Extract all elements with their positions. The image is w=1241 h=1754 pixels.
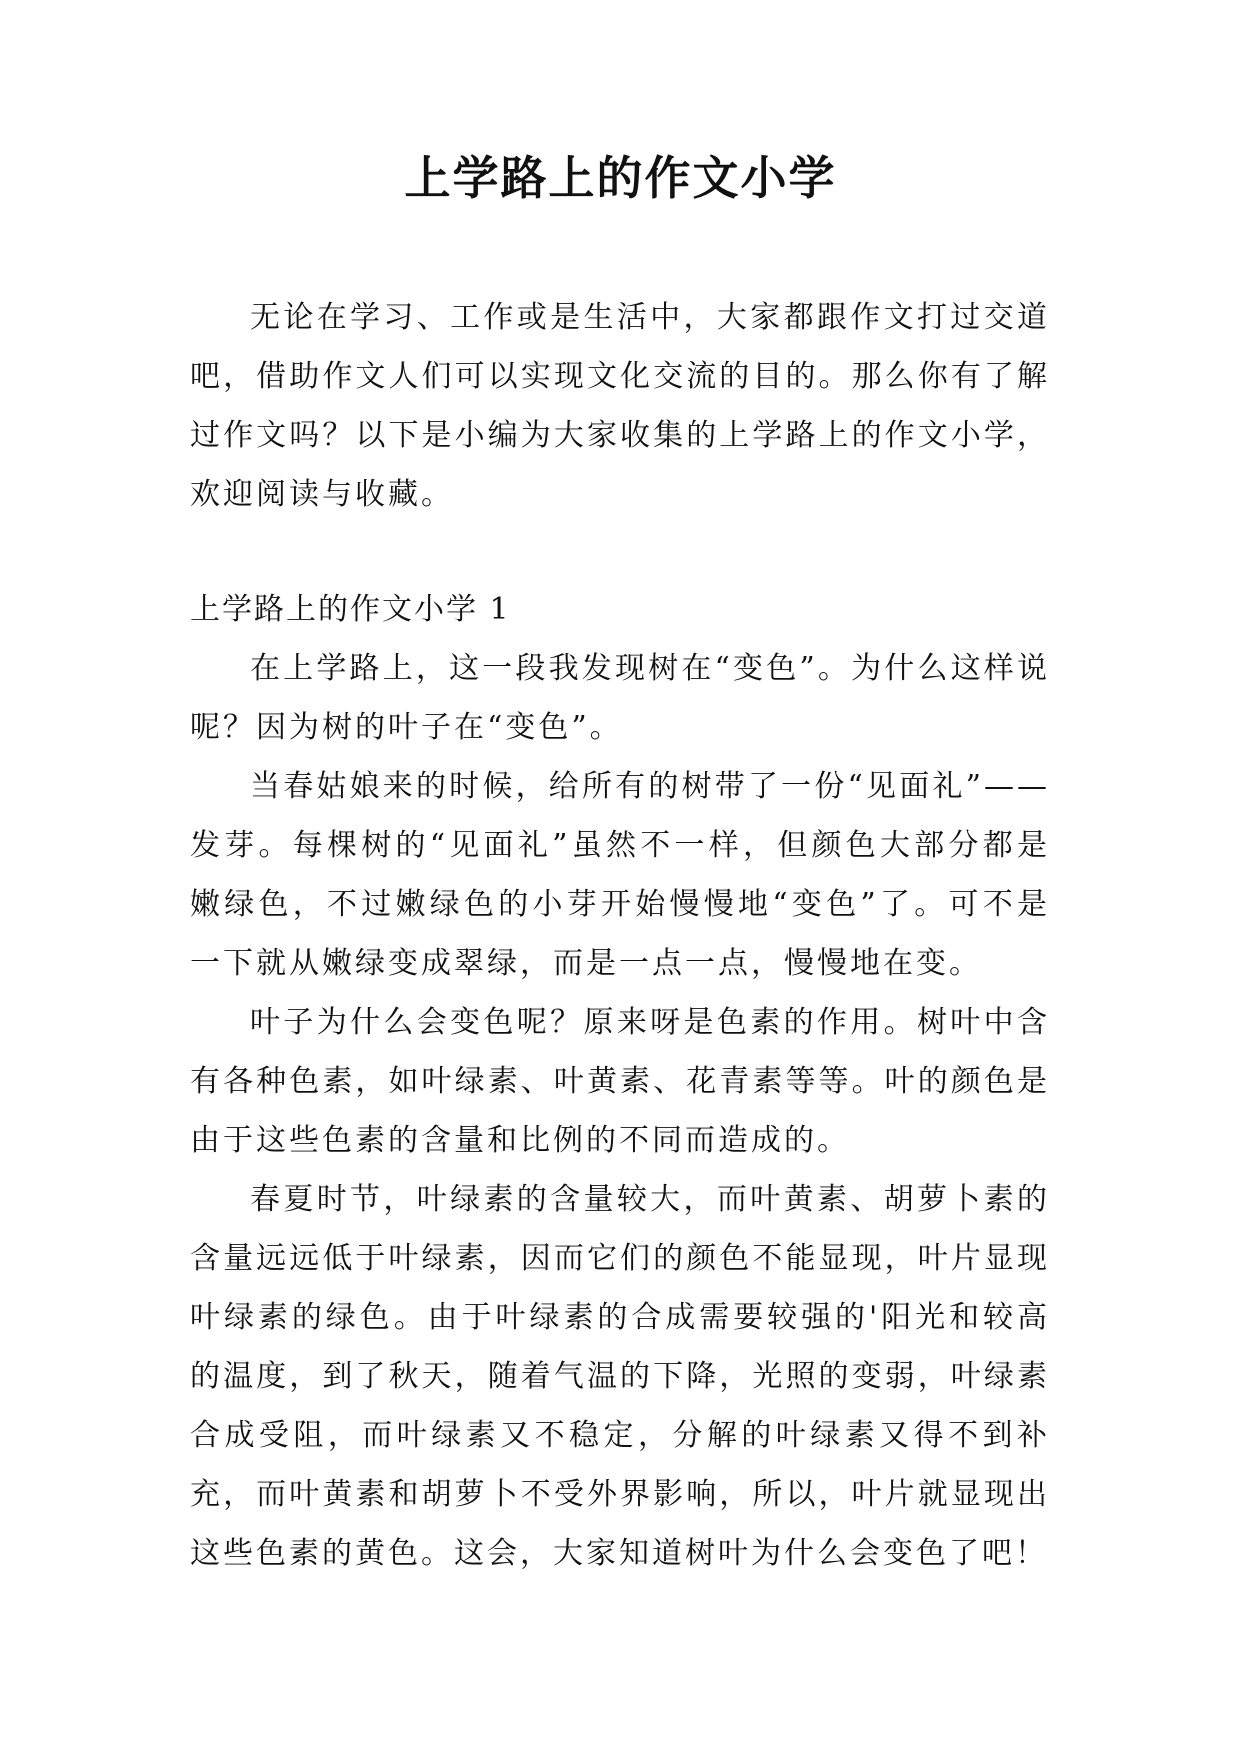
body-paragraph-1: 在上学路上，这一段我发现树在“变色”。为什么这样说呢？因为树的叶子在“变色”。: [190, 651, 1050, 745]
section-heading: 上学路上的作文小学 1: [190, 592, 511, 627]
body-paragraph-2: 当春姑娘来的时候，给所有的树带了一份“见面礼”——发芽。每棵树的“见面礼”虽然不一样，但颜色大部分都是嫩绿色，不过嫩绿色的小芽开始慢慢地“变色”了。可不是一下就从嫩绿变成翠绿，而是一点一点，慢慢地在变。: [190, 769, 1050, 981]
body-paragraph-4: 春夏时节，叶绿素的含量较大，而叶黄素、胡萝卜素的含量远远低于叶绿素，因而它们的颜色不能显现，叶片显现叶绿素的绿色。由于叶绿素的合成需要较强的'阳光和较高的温度，到了秋天，随着气温的下降，光照的变弱，叶绿素合成受阻，而叶绿素又不稳定，分解的叶绿素又得不到补充，而叶黄素和胡萝卜不受外界影响，所以，叶片就显现出这些色素的黄色。这会，大家知道树叶为什么会变色了吧！: [190, 1182, 1050, 1571]
intro-paragraph: 无论在学习、工作或是生活中，大家都跟作文打过交道吧，借助作文人们可以实现文化交流的目的。那么你有了解过作文吗？以下是小编为大家收集的上学路上的作文小学，欢迎阅读与收藏。: [190, 300, 1050, 512]
document-title: 上学路上的作文小学: [404, 151, 837, 205]
body-paragraph-3: 叶子为什么会变色呢？原来呀是色素的作用。树叶中含有各种色素，如叶绿素、叶黄素、花青素等等。叶的颜色是由于这些色素的含量和比例的不同而造成的。: [190, 1005, 1050, 1158]
document-body: [190, 288, 1050, 1583]
